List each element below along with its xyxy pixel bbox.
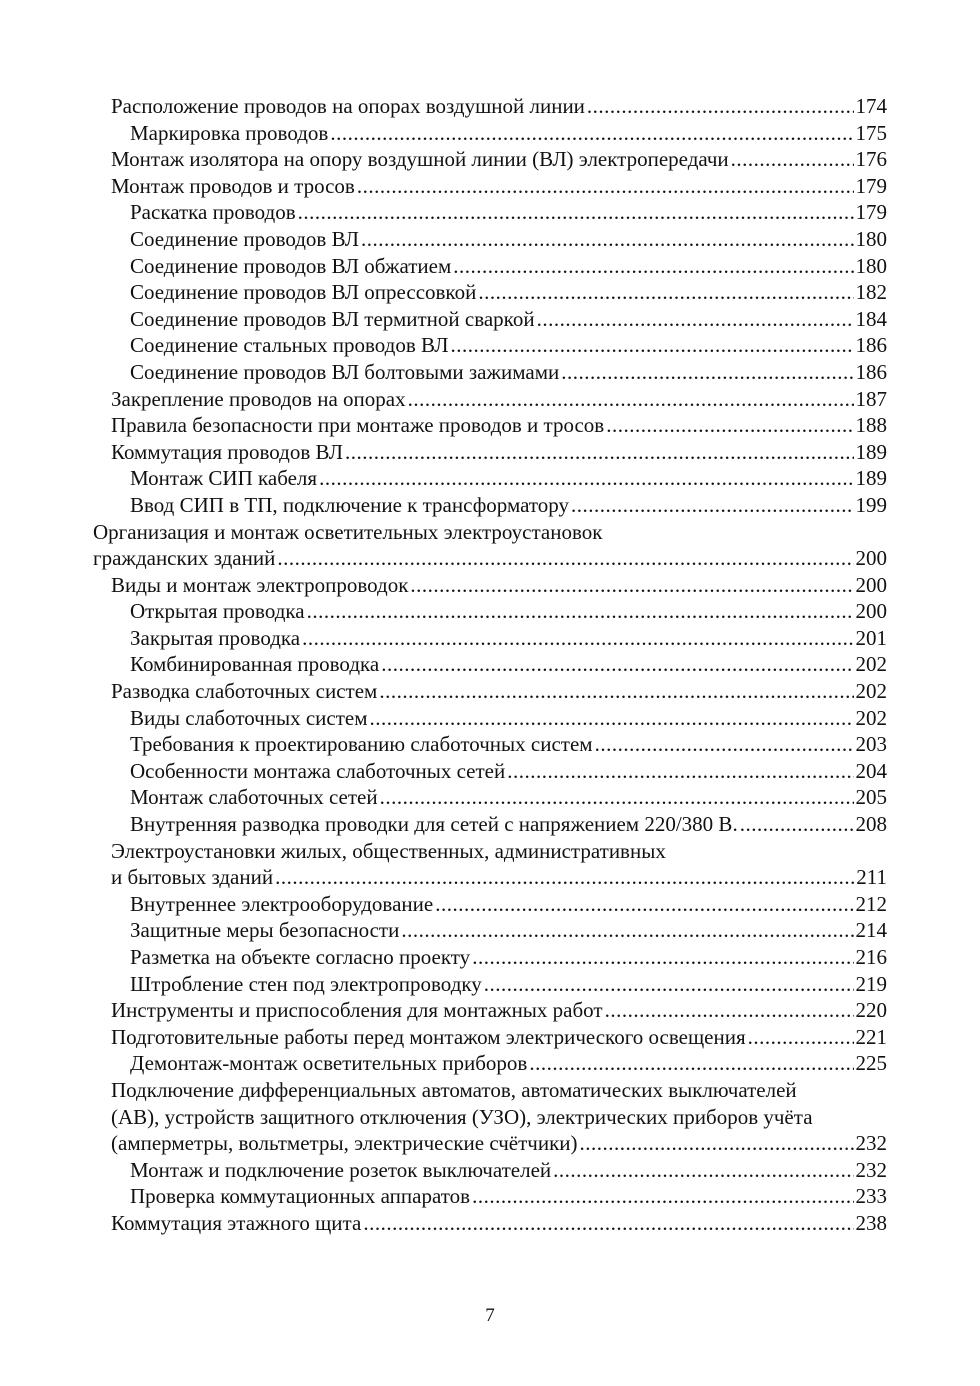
toc-entry-page: 219 <box>855 971 887 996</box>
toc-entry-page: 186 <box>855 333 887 358</box>
toc-entry-page: 180 <box>855 253 887 278</box>
toc-entry-title: Монтаж и подключение розеток выключателей <box>130 1157 552 1182</box>
dot-leader <box>529 1050 853 1077</box>
toc-entry[interactable] <box>93 678 887 705</box>
dot-leader <box>408 386 854 413</box>
toc-entry-title: Открытая проводка <box>130 599 305 624</box>
toc-entry-page: 180 <box>855 226 887 251</box>
dot-leader <box>605 997 854 1024</box>
toc-entry-title: Правила безопасности при монтаже проводов и тросов <box>111 413 605 438</box>
toc-entry-page: 220 <box>855 998 887 1023</box>
toc-entry-title: Подготовительные работы перед монтажом электрического освещения <box>111 1024 746 1049</box>
dot-leader <box>731 146 854 173</box>
dot-leader <box>302 625 853 652</box>
dot-leader <box>319 465 853 492</box>
toc-entry[interactable] <box>93 944 887 971</box>
toc-entry-title: гражданских зданий <box>93 546 276 571</box>
toc-entry-title-line: Подключение дифференциальных автоматов, автоматических выключателей <box>111 1077 797 1102</box>
toc-entry[interactable] <box>93 332 887 359</box>
dot-leader <box>345 439 854 466</box>
toc-entry-page: 175 <box>855 120 887 145</box>
toc-entry-page: 202 <box>855 652 887 677</box>
toc-entry-title: Внутреннее электрооборудование <box>130 891 434 916</box>
toc-entry-page: 238 <box>855 1210 887 1235</box>
dot-leader <box>740 811 854 838</box>
toc-entry[interactable] <box>93 971 887 998</box>
toc-entry-page: 189 <box>855 439 887 464</box>
toc-entry-page: 179 <box>855 173 887 198</box>
toc-entry-page: 202 <box>855 705 887 730</box>
dot-leader <box>379 678 853 705</box>
toc-entry-title: Коммутация проводов ВЛ <box>111 439 343 464</box>
toc-entry-title: Соединение проводов ВЛ обжатием <box>130 253 452 278</box>
toc-entry-title: Виды слаботочных систем <box>130 705 368 730</box>
toc-entry-title: Особенности монтажа слаботочных сетей <box>130 758 506 783</box>
toc-entry-title: Коммутация этажного щита <box>111 1210 362 1235</box>
toc-entry[interactable] <box>93 519 887 572</box>
toc-entry[interactable] <box>93 705 887 732</box>
toc-entry-page: 221 <box>855 1024 887 1049</box>
toc-entry-title: Монтаж изолятора на опору воздушной линии (ВЛ) электропередачи <box>111 147 729 172</box>
toc-entry-page: 208 <box>855 812 887 837</box>
toc-entry-title: Соединение стальных проводов ВЛ <box>130 333 449 358</box>
toc-entry[interactable] <box>93 784 887 811</box>
toc-entry[interactable] <box>93 997 887 1024</box>
toc-entry-page: 214 <box>855 918 887 943</box>
toc-entry-page: 232 <box>855 1131 887 1156</box>
toc-entry[interactable] <box>93 386 887 413</box>
toc-entry-title: Комбинированная проводка <box>130 652 380 677</box>
toc-entry[interactable] <box>93 811 887 838</box>
toc-entry[interactable] <box>93 465 887 492</box>
dot-leader <box>595 731 854 758</box>
toc-entry[interactable] <box>93 146 887 173</box>
toc-entry[interactable] <box>93 1050 887 1077</box>
toc-entry[interactable] <box>93 891 887 918</box>
toc-entry[interactable] <box>93 120 887 147</box>
toc-entry-page: 189 <box>855 466 887 491</box>
toc-entry-title: Соединение проводов ВЛ опрессовкой <box>130 280 477 305</box>
dot-leader <box>330 120 853 147</box>
toc-entry-title: Расположение проводов на опорах воздушной линии <box>111 94 585 118</box>
dot-leader <box>453 253 853 280</box>
dot-leader <box>381 651 853 678</box>
dot-leader <box>277 545 853 572</box>
dot-leader <box>380 784 854 811</box>
toc-entry-page: 204 <box>855 758 887 783</box>
toc-entry-page: 200 <box>855 546 887 571</box>
dot-leader <box>606 412 853 439</box>
dot-leader <box>561 359 853 386</box>
dot-leader <box>357 173 854 200</box>
toc-entry-title: Соединение проводов ВЛ термитной сваркой <box>130 306 535 331</box>
toc-entry-page: 179 <box>855 200 887 225</box>
dot-leader <box>361 226 853 253</box>
table-of-contents <box>93 93 887 1237</box>
dot-leader <box>553 1157 853 1184</box>
toc-entry-title: Монтаж слаботочных сетей <box>130 785 378 810</box>
toc-entry-page: 203 <box>855 732 887 757</box>
toc-entry[interactable] <box>93 917 887 944</box>
toc-entry-title: Защитные меры безопасности <box>130 918 400 943</box>
toc-entry-page: 200 <box>855 599 887 624</box>
toc-entry-title-line: Электроустановки жилых, общественных, административных <box>111 838 666 863</box>
dot-leader <box>298 199 854 226</box>
toc-entry-page: 202 <box>855 679 887 704</box>
dot-leader <box>450 332 853 359</box>
toc-entry[interactable] <box>93 572 887 599</box>
toc-entry[interactable] <box>93 1024 887 1051</box>
toc-entry[interactable] <box>93 1210 887 1237</box>
dot-leader <box>275 864 854 891</box>
toc-entry-page: 187 <box>855 386 887 411</box>
toc-entry-title: Инструменты и приспособления для монтажных работ <box>111 998 603 1023</box>
toc-entry-page: 182 <box>855 280 887 305</box>
toc-entry-title: Ввод СИП в ТП, подключение к трансформатору <box>130 492 570 517</box>
toc-entry[interactable] <box>93 651 887 678</box>
toc-entry-page: 216 <box>855 945 887 969</box>
dot-leader <box>478 279 853 306</box>
toc-entry[interactable] <box>93 625 887 652</box>
toc-entry-title: Разметка на объекте согласно проекту <box>130 945 471 969</box>
dot-leader <box>587 93 854 120</box>
toc-entry-page: 174 <box>855 94 887 118</box>
toc-entry-page: 176 <box>855 147 887 172</box>
toc-entry-page: 232 <box>855 1157 887 1182</box>
toc-entry-title-line: Организация и монтаж осветительных электроустановок <box>93 519 603 544</box>
toc-entry-title: Соединение проводов ВЛ болтовыми зажимами <box>130 359 560 384</box>
toc-entry[interactable] <box>93 359 887 386</box>
dot-leader <box>307 598 854 625</box>
toc-entry[interactable] <box>93 253 887 280</box>
toc-entry-title: Монтаж проводов и тросов <box>111 173 355 198</box>
toc-entry-page: 199 <box>855 492 887 517</box>
toc-entry[interactable] <box>93 93 887 120</box>
toc-entry[interactable] <box>93 439 887 466</box>
toc-entry-title: Монтаж СИП кабеля <box>130 466 318 491</box>
toc-entry[interactable] <box>93 279 887 306</box>
toc-entry-page: 188 <box>855 413 887 438</box>
dot-leader <box>580 1130 854 1157</box>
toc-entry[interactable] <box>93 1157 887 1184</box>
toc-entry-page: 184 <box>855 306 887 331</box>
toc-entry-title: и бытовых зданий <box>111 865 274 890</box>
toc-entry-title: Виды и монтаж электропроводок <box>111 572 409 597</box>
toc-entry-page: 186 <box>855 359 887 384</box>
toc-entry-page: 211 <box>856 865 887 890</box>
toc-entry-title: Проверка коммутационных аппаратов <box>130 1184 471 1209</box>
toc-entry[interactable] <box>93 492 887 519</box>
toc-entry[interactable] <box>93 226 887 253</box>
toc-entry-title: Внутренняя разводка проводки для сетей с напряжением 220/380 В. <box>130 812 738 837</box>
page-number: 7 <box>485 1305 495 1326</box>
dot-leader <box>507 758 853 785</box>
dot-leader <box>484 971 854 998</box>
toc-entry-page: 201 <box>855 625 887 650</box>
dot-leader <box>748 1024 854 1051</box>
toc-entry[interactable] <box>93 306 887 333</box>
toc-entry-title: Соединение проводов ВЛ <box>130 226 360 251</box>
dot-leader <box>472 1183 853 1210</box>
toc-entry-title: Штробление стен под электропроводку <box>130 971 482 996</box>
toc-entry[interactable] <box>93 838 887 891</box>
dot-leader <box>472 944 853 971</box>
toc-entry-page: 233 <box>855 1184 887 1209</box>
toc-entry-page: 200 <box>855 572 887 597</box>
toc-entry-title: Требования к проектированию слаботочных систем <box>130 732 593 757</box>
toc-entry-title-line: (АВ), устройств защитного отключения (УЗО), электрических приборов учёта <box>111 1104 813 1129</box>
toc-entry-title: Закрепление проводов на опорах <box>111 386 406 411</box>
toc-entry[interactable] <box>93 199 887 226</box>
dot-leader <box>370 705 854 732</box>
dot-leader <box>401 917 853 944</box>
dot-leader <box>363 1210 853 1237</box>
toc-entry-title: Маркировка проводов <box>130 120 329 145</box>
toc-entry[interactable] <box>93 1183 887 1210</box>
toc-entry[interactable] <box>93 412 887 439</box>
toc-entry-title: Закрытая проводка <box>130 625 301 650</box>
toc-entry-page: 205 <box>855 785 887 810</box>
dot-leader <box>410 572 853 599</box>
toc-entry[interactable] <box>93 598 887 625</box>
dot-leader <box>537 306 854 333</box>
toc-entry[interactable] <box>93 731 887 758</box>
toc-entry[interactable] <box>93 758 887 785</box>
toc-entry[interactable] <box>93 1077 887 1157</box>
toc-entry-title: (амперметры, вольтметры, электрические счётчики) <box>111 1131 578 1156</box>
toc-entry[interactable] <box>93 173 887 200</box>
toc-entry-page: 225 <box>855 1051 887 1076</box>
toc-entry-title: Разводка слаботочных систем <box>111 679 378 704</box>
dot-leader <box>571 492 853 519</box>
toc-entry-title: Демонтаж-монтаж осветительных приборов <box>130 1051 528 1076</box>
toc-entry-title: Раскатка проводов <box>130 200 296 225</box>
dot-leader <box>435 891 853 918</box>
toc-entry-page: 212 <box>855 891 887 916</box>
